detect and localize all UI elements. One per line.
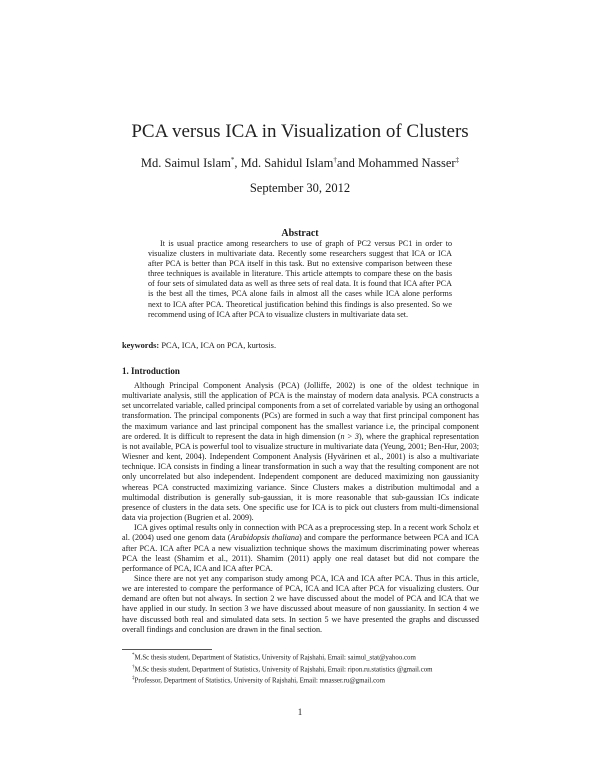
author-mark: † [333, 156, 337, 164]
introduction-body [122, 381, 479, 635]
author-mark: * [230, 156, 235, 164]
inline-math: n > 3 [340, 431, 359, 441]
author-name: Md. Sahidul Islam [240, 156, 334, 171]
paper-date: September 30, 2012 [249, 181, 351, 195]
species-name: Arabidopsis thaliana [230, 533, 299, 543]
keywords-text: PCA, ICA, ICA on PCA, kurtosis. [161, 341, 277, 350]
paragraph: Since there are not yet any comparison study among PCA, ICA and ICA after PCA. Thus in this article, we are interested to compare the performance of PCA, ICA and ICA after PCA for visualizing clusters. Our demand are often but not always. In section 2 we have discussed about the model of PCA and ICA that we have applied in our study. In section 3 we have discussed about measure of non gaussianity. In section 4 we have discussed both real and simulated data sets. In section 5 we have presented the graphs and discussed overall findings and conclusion are drawn in the final section. [122, 573, 479, 634]
paper-title: PCA versus ICA in Visualization of Clusters [131, 121, 469, 142]
footnotes [122, 651, 479, 686]
author-line: Md. Saimul Islam*, Md. Sahidul Islam†and Mohammed Nasser‡ [140, 156, 460, 171]
author-name: Mohammed Nasser [358, 156, 456, 171]
paragraph: ICA gives optimal results only in connection with PCA as a preprocessing step. In a recent work Scholz et al. (2004) used one genom data (Arabidopsis thaliana) and compare the performance between PCA and ICA after PCA. ICA after PCA a new visualiztion technique shows the maximum discriminating power whereas PCA the least (Shamim et al., 2011). Shamim (2011) apply one real dataset but did not compare the performance of PCA, ICA and ICA after PCA. [122, 523, 479, 573]
keywords-label: keywords: [122, 341, 160, 350]
section-heading-introduction: 1. Introduction [122, 366, 180, 376]
abstract-text: It is usual practice among researchers to use of graph of PC2 versus PC1 in order to visualize clusters in multivariate data. Recently some researchers suggest that ICA or ICA after PCA is better than PCA itself in this task. But no extensive comparison between these three techniques is available in literature. This article attempts to compare these on the basis of four sets of simulated data as well as three sets of real data. It is found that ICA after PCA is the best all the times, PCA alone fails in almost all the cases while ICA alone performs next to ICA after PCA. Theoretical justification behind this findings is also presented. So we recommend using of ICA after PCA to visualize clusters in multivariate data set. [148, 239, 452, 319]
paragraph: Although Principal Component Analysis (PCA) (Jolliffe, 2002) is one of the oldest technique in multivariate analysis, still the application of PCA is the mainstay of modern data analysis. PCA constructs a set uncorrelated variable, called principal components from a set of correlated variable by using an orthogonal transformation. The principal components (PCs) are formed in such a way that first principal component has the maximum variance and last principal component has the smallest variance i.e, the principal component are ordered. It is difficult to represent the data in high dimension (n > 3), where the graphical representation is not available, PCA is powerful tool to visualize structure in multivariate data (Yeung, 2001; Ben-Hur, 2003; Wiesner and kent, 2004). Independent Component Analysis (Hyvärinen et al., 2001) is also a multivariate technique. ICA consists in finding a linear transformation in such a way that the resulting component are not only uncorrelated but also independent. Independent component are deduced maximizing non gaussianity whereas PCA constructed maximizing variance. Since Clusters makes a distribution multimodal and a multimodal distribution is generally sub-gaussian, it is more reasonable that sub-gaussian ICs indicate presence of clusters in the data sets. One specific use for ICA is to pick out clusters from multi-dimensional data via projection (Bugrien et al. 2009). [122, 381, 479, 523]
author-name: Md. Saimul Islam [140, 156, 231, 171]
page-number: 1 [297, 707, 303, 717]
keywords-line [122, 341, 482, 350]
footnote: †M.Sc thesis student, Department of Statistics, University of Rajshahi, Email: ripon.ru.statistics @gmail.com [132, 664, 433, 673]
footnote: *M.Sc thesis student, Department of Statistics, University of Rajshahi, Email: saimul_stat@yahoo.com [132, 653, 416, 662]
author-mark: ‡ [455, 156, 460, 164]
footnote-rule [122, 649, 212, 650]
abstract-heading: Abstract [281, 228, 319, 239]
footnote: ‡Professor, Department of Statistics, University of Rajshahi, Email: mnasser.ru@gmail.com [132, 676, 385, 685]
